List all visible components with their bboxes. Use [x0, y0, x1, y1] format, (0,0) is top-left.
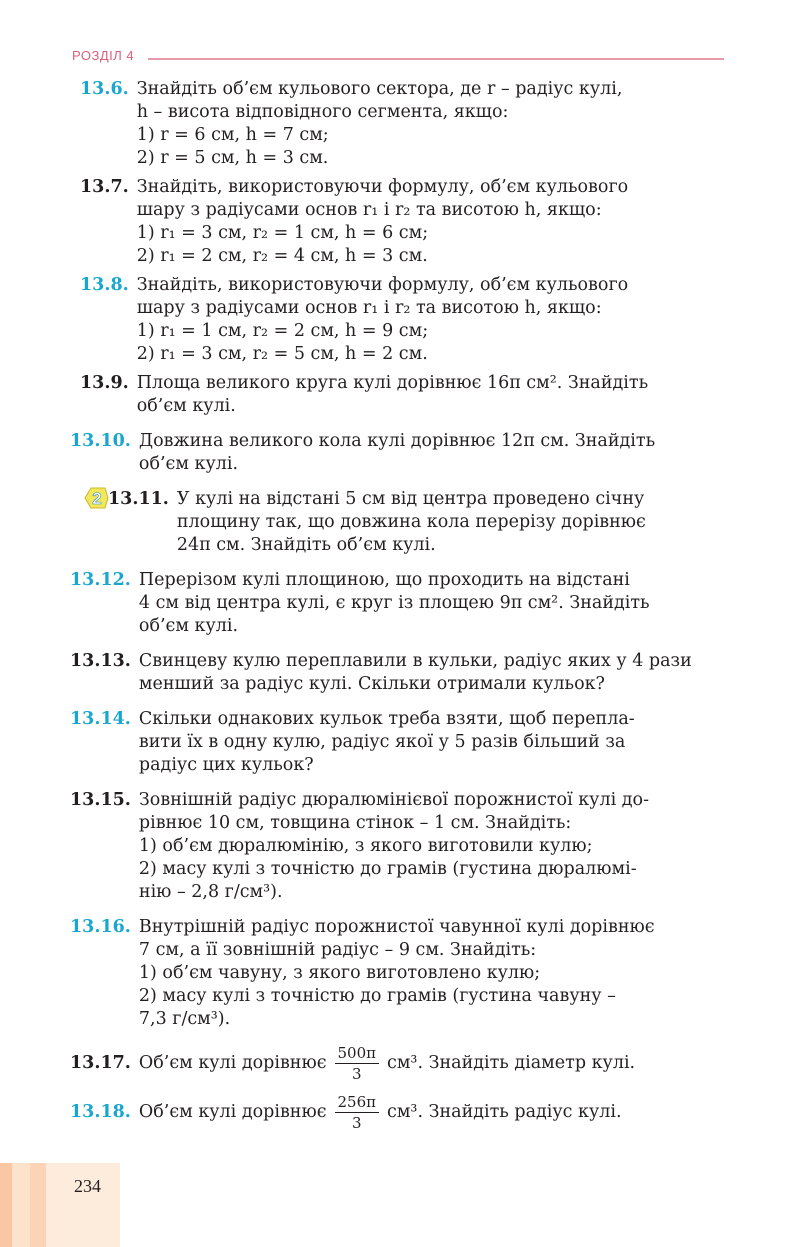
problem-number: 13.13. — [70, 651, 131, 671]
problem-13-13 — [70, 650, 726, 696]
header-rule — [148, 58, 724, 60]
problem-text: 2) масу кулі з точністю до грамів (густина чавуну – — [138, 986, 616, 1006]
problem-13-14 — [70, 708, 726, 777]
problem-text: 2) масу кулі з точністю до грамів (густина дюралюмі- — [138, 859, 637, 879]
problem-13-6 — [80, 78, 726, 170]
problem-number: 13.17. — [70, 1053, 131, 1073]
fraction — [335, 1043, 380, 1084]
problem-text: шару з радіусами основ r₁ і r₂ та висотою h, якщо: — [136, 200, 602, 220]
problem-text: 1) r₁ = 1 см, r₂ = 2 см, h = 9 см; — [136, 321, 429, 341]
problem-13-7 — [80, 176, 726, 268]
problem-text: 2) r₁ = 2 см, r₂ = 4 см, h = 3 см. — [136, 246, 428, 266]
problem-text: см³. Знайдіть радіус кулі. — [387, 1102, 622, 1122]
problem-text: радіус цих кульок? — [138, 755, 314, 775]
problem-text: площину так, що довжина кола перерізу дорівнює — [176, 512, 646, 532]
problem-text: Скільки однакових кульок треба взяти, щоб перепла- — [138, 709, 635, 729]
problem-text: Об’єм кулі дорівнює — [138, 1053, 327, 1073]
problem-13-12 — [70, 569, 726, 638]
problem-text: 7 см, а її зовнішній радіус – 9 см. Знайдіть: — [138, 940, 537, 960]
problem-text: нію – 2,8 г/см³). — [138, 882, 283, 902]
problem-13-18 — [70, 1092, 726, 1133]
problem-text: Знайдіть, використовуючи формулу, об’єм кульового — [136, 275, 629, 295]
problem-text: об’єм кулі. — [136, 396, 236, 416]
difficulty-level-label: 2 — [92, 489, 102, 508]
problem-list — [70, 78, 726, 1133]
problem-text: Знайдіть, використовуючи формулу, об’єм кульового — [136, 177, 629, 197]
problem-text: 4 см від центра кулі, є круг із площею 9π см². Знайдіть — [138, 593, 650, 613]
problem-text: рівнює 10 см, товщина стінок – 1 см. Знайдіть: — [138, 813, 572, 833]
problem-text: 1) об’єм чавуну, з якого виготовлено кулю; — [138, 963, 541, 983]
problem-text: 1) r₁ = 3 см, r₂ = 1 см, h = 6 см; — [136, 223, 429, 243]
problem-text: Об’єм кулі дорівнює — [138, 1102, 327, 1122]
problem-number: 13.6. — [80, 79, 129, 99]
fraction — [335, 1092, 380, 1133]
problem-number: 13.10. — [70, 431, 131, 451]
problem-text: Перерізом кулі площиною, що проходить на відстані — [138, 570, 630, 590]
problem-text: Знайдіть об’єм кульового сектора, де r – радіус кулі, — [136, 79, 623, 99]
problem-number: 13.12. — [70, 570, 131, 590]
section-label: РОЗДІЛ 4 — [72, 48, 135, 63]
difficulty-level-icon — [82, 484, 110, 512]
problem-text: Свинцеву кулю переплавили в кульки, радіус яких у 4 рази — [138, 651, 692, 671]
problem-13-17 — [70, 1043, 726, 1084]
problem-text: 1) об’єм дюралюмінію, з якого виготовили кулю; — [138, 836, 593, 856]
problem-text: менший за радіус кулі. Скільки отримали кульок? — [138, 674, 605, 694]
problem-text: 2) r₁ = 3 см, r₂ = 5 см, h = 2 см. — [136, 344, 428, 364]
problem-number: 13.7. — [80, 177, 129, 197]
problem-number: 13.18. — [70, 1102, 131, 1122]
problem-text: Зовнішній радіус дюралюмінієвої порожнистої кулі до- — [138, 790, 649, 810]
problem-text: У кулі на відстані 5 см від центра проведено січну — [176, 489, 645, 509]
problem-13-8 — [80, 274, 726, 366]
problem-text: h – висота відповідного сегмента, якщо: — [136, 102, 509, 122]
problem-text: вити їх в одну кулю, радіус якої у 5 разів більший за — [138, 732, 626, 752]
problem-number: 13.16. — [70, 917, 131, 937]
problem-text: Площа великого круга кулі дорівнює 16π см². Знайдіть — [136, 373, 649, 393]
problem-text: об’єм кулі. — [138, 454, 239, 474]
problem-text: 1) r = 6 см, h = 7 см; — [136, 125, 329, 145]
fraction-numerator: 500π — [335, 1043, 380, 1064]
problem-text: 24π см. Знайдіть об’єм кулі. — [176, 535, 436, 555]
problem-number: 13.14. — [70, 709, 131, 729]
problem-13-16 — [70, 916, 726, 1031]
problem-text: 2) r = 5 см, h = 3 см. — [136, 148, 329, 168]
problem-text: Довжина великого кола кулі дорівнює 12π см. Знайдіть — [138, 431, 656, 451]
problem-text: шару з радіусами основ r₁ і r₂ та висотою h, якщо: — [136, 298, 602, 318]
problem-text: Внутрішній радіус порожнистої чавунної кулі дорівнює — [138, 917, 655, 937]
problem-13-10 — [70, 430, 726, 476]
problem-number: 13.9. — [80, 373, 129, 393]
problem-13-9 — [80, 372, 726, 418]
problem-number: 13.8. — [80, 275, 129, 295]
problem-13-15 — [70, 789, 726, 904]
problem-text: об’єм кулі. — [138, 616, 239, 636]
fraction-denominator: 3 — [351, 1114, 362, 1132]
page-number: 234 — [74, 1176, 101, 1196]
fraction-denominator: 3 — [351, 1065, 362, 1083]
footer-decoration — [0, 1163, 120, 1247]
problem-number: 13.15. — [70, 790, 131, 810]
problem-number: 13.11. — [108, 489, 169, 509]
problem-text: 7,3 г/см³). — [138, 1009, 231, 1029]
problem-text: см³. Знайдіть діаметр кулі. — [387, 1053, 636, 1073]
problem-13-11 — [92, 488, 726, 557]
fraction-numerator: 256π — [335, 1092, 380, 1113]
